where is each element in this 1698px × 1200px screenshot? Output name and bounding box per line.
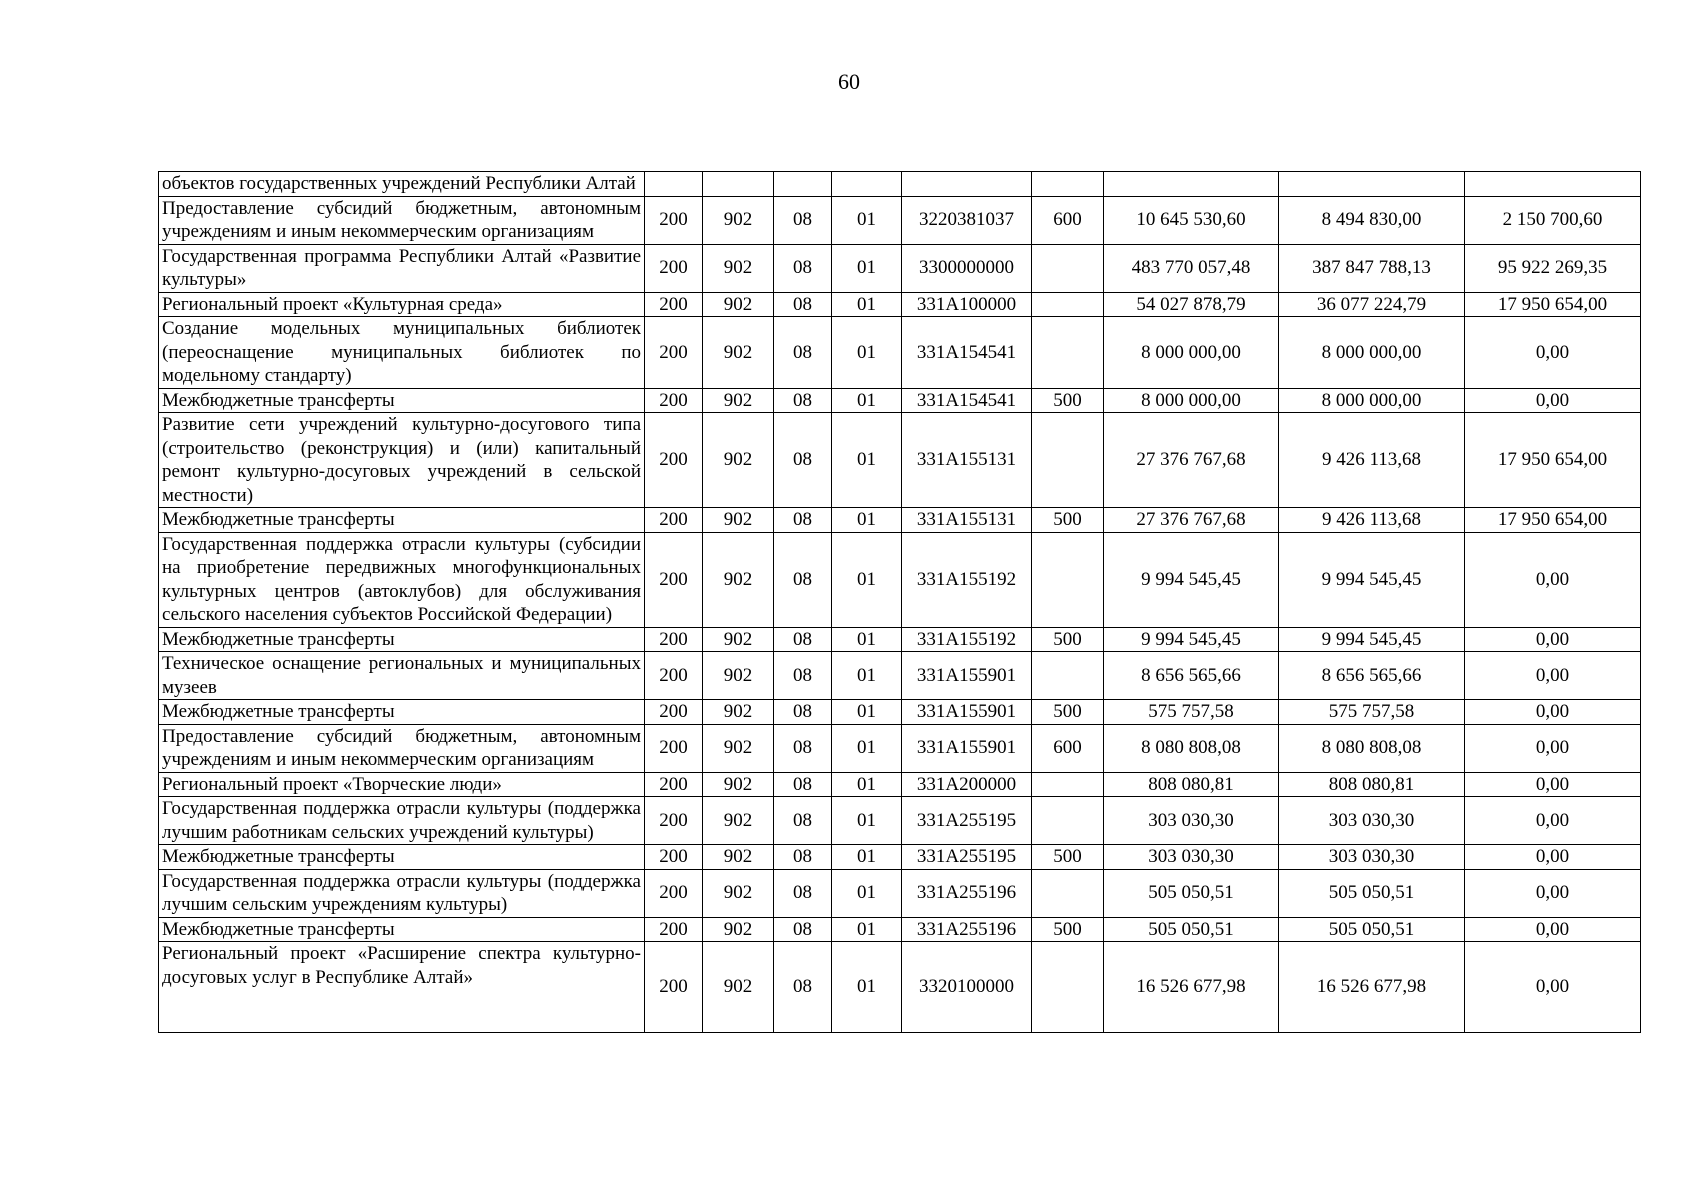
cell-amount-total: 8 080 808,08 <box>1104 724 1279 772</box>
cell-ministry-code: 200 <box>645 772 703 797</box>
cell-amount-3: 17 950 654,00 <box>1465 508 1641 533</box>
table-row <box>159 797 1641 845</box>
cell-amount-total: 27 376 767,68 <box>1104 508 1279 533</box>
table-body <box>159 172 1641 1033</box>
cell-ministry-code: 200 <box>645 196 703 244</box>
cell-target-article: 331A155901 <box>902 700 1032 725</box>
cell-target-article: 331A255195 <box>902 845 1032 870</box>
cell-amount-2: 16 526 677,98 <box>1279 942 1465 1033</box>
cell-description: Техническое оснащение региональных и муниципальных музеев <box>159 652 645 700</box>
cell-subsection: 01 <box>832 508 902 533</box>
table-row <box>159 869 1641 917</box>
cell-description: Региональный проект «Расширение спектра культурно-досуговых услуг в Республике Алтай» <box>159 942 645 1033</box>
cell-ministry-code: 200 <box>645 869 703 917</box>
cell-department-code: 902 <box>703 917 774 942</box>
cell-target-article: 3300000000 <box>902 244 1032 292</box>
cell-target-article: 331A155131 <box>902 508 1032 533</box>
cell-department-code: 902 <box>703 869 774 917</box>
cell-target-article: 331A155901 <box>902 724 1032 772</box>
cell-expense-type: 500 <box>1032 700 1104 725</box>
cell-amount-total: 54 027 878,79 <box>1104 292 1279 317</box>
cell-ministry-code: 200 <box>645 292 703 317</box>
cell-amount-total: 808 080,81 <box>1104 772 1279 797</box>
cell-amount-3: 95 922 269,35 <box>1465 244 1641 292</box>
cell-target-article: 331A155192 <box>902 532 1032 627</box>
cell-expense-type: 500 <box>1032 845 1104 870</box>
cell-amount-3: 0,00 <box>1465 845 1641 870</box>
cell-target-article: 331A154541 <box>902 388 1032 413</box>
cell-expense-type: 600 <box>1032 724 1104 772</box>
cell-amount-total: 8 656 565,66 <box>1104 652 1279 700</box>
cell-subsection: 01 <box>832 317 902 389</box>
cell-department-code: 902 <box>703 532 774 627</box>
cell-amount-3: 17 950 654,00 <box>1465 292 1641 317</box>
cell-expense-type <box>1032 244 1104 292</box>
cell-amount-2: 36 077 224,79 <box>1279 292 1465 317</box>
table-row <box>159 532 1641 627</box>
cell-department-code: 902 <box>703 797 774 845</box>
table-row <box>159 413 1641 508</box>
cell-section <box>774 172 832 197</box>
cell-expense-type <box>1032 869 1104 917</box>
cell-expense-type: 500 <box>1032 388 1104 413</box>
cell-expense-type <box>1032 172 1104 197</box>
cell-amount-total: 8 000 000,00 <box>1104 317 1279 389</box>
cell-target-article: 3320100000 <box>902 942 1032 1033</box>
cell-target-article: 331A155131 <box>902 413 1032 508</box>
cell-section: 08 <box>774 317 832 389</box>
cell-amount-total: 575 757,58 <box>1104 700 1279 725</box>
cell-target-article: 331A255195 <box>902 797 1032 845</box>
cell-amount-3: 0,00 <box>1465 317 1641 389</box>
cell-department-code: 902 <box>703 845 774 870</box>
cell-section: 08 <box>774 942 832 1033</box>
cell-target-article: 331A155192 <box>902 627 1032 652</box>
cell-section: 08 <box>774 196 832 244</box>
cell-expense-type <box>1032 317 1104 389</box>
cell-target-article: 331A155901 <box>902 652 1032 700</box>
cell-department-code: 902 <box>703 196 774 244</box>
cell-description: Региональный проект «Культурная среда» <box>159 292 645 317</box>
cell-ministry-code: 200 <box>645 700 703 725</box>
cell-amount-total: 9 994 545,45 <box>1104 627 1279 652</box>
cell-target-article: 331A100000 <box>902 292 1032 317</box>
cell-section: 08 <box>774 772 832 797</box>
cell-subsection: 01 <box>832 797 902 845</box>
cell-amount-total: 505 050,51 <box>1104 917 1279 942</box>
cell-subsection: 01 <box>832 292 902 317</box>
cell-department-code: 902 <box>703 317 774 389</box>
cell-department-code: 902 <box>703 508 774 533</box>
cell-amount-3: 0,00 <box>1465 917 1641 942</box>
cell-amount-2: 303 030,30 <box>1279 845 1465 870</box>
cell-department-code: 902 <box>703 942 774 1033</box>
cell-description: Государственная программа Республики Алтай «Развитие культуры» <box>159 244 645 292</box>
cell-amount-total: 8 000 000,00 <box>1104 388 1279 413</box>
cell-description: Межбюджетные трансферты <box>159 700 645 725</box>
table-row <box>159 172 1641 197</box>
cell-description: Развитие сети учреждений культурно-досугового типа (строительство (реконструкция) и (или) капитальный ремонт культурно-досуговых учреждений в сельской местности) <box>159 413 645 508</box>
table-row <box>159 388 1641 413</box>
cell-amount-2: 303 030,30 <box>1279 797 1465 845</box>
cell-amount-2: 505 050,51 <box>1279 869 1465 917</box>
cell-target-article: 331A200000 <box>902 772 1032 797</box>
cell-department-code: 902 <box>703 700 774 725</box>
cell-subsection <box>832 172 902 197</box>
cell-ministry-code: 200 <box>645 627 703 652</box>
cell-target-article: 331A255196 <box>902 869 1032 917</box>
cell-amount-2: 575 757,58 <box>1279 700 1465 725</box>
cell-subsection: 01 <box>832 244 902 292</box>
table-row <box>159 196 1641 244</box>
cell-description: объектов государственных учреждений Республики Алтай <box>159 172 645 197</box>
cell-amount-2: 505 050,51 <box>1279 917 1465 942</box>
cell-amount-3: 0,00 <box>1465 388 1641 413</box>
cell-section: 08 <box>774 292 832 317</box>
cell-ministry-code: 200 <box>645 845 703 870</box>
cell-amount-total: 303 030,30 <box>1104 845 1279 870</box>
cell-section: 08 <box>774 700 832 725</box>
cell-expense-type <box>1032 413 1104 508</box>
cell-amount-total: 16 526 677,98 <box>1104 942 1279 1033</box>
cell-ministry-code: 200 <box>645 724 703 772</box>
cell-subsection: 01 <box>832 700 902 725</box>
cell-expense-type: 500 <box>1032 917 1104 942</box>
cell-amount-2: 9 994 545,45 <box>1279 627 1465 652</box>
table-row <box>159 652 1641 700</box>
cell-amount-total: 505 050,51 <box>1104 869 1279 917</box>
cell-amount-2: 8 080 808,08 <box>1279 724 1465 772</box>
cell-amount-2: 9 994 545,45 <box>1279 532 1465 627</box>
cell-department-code: 902 <box>703 627 774 652</box>
cell-section: 08 <box>774 724 832 772</box>
cell-amount-3: 0,00 <box>1465 627 1641 652</box>
page-number: 60 <box>838 69 860 94</box>
cell-expense-type <box>1032 797 1104 845</box>
cell-ministry-code <box>645 172 703 197</box>
cell-amount-3: 0,00 <box>1465 724 1641 772</box>
cell-description: Государственная поддержка отрасли культуры (поддержка лучшим работникам сельских учреждений культуры) <box>159 797 645 845</box>
table-row <box>159 508 1641 533</box>
cell-expense-type: 600 <box>1032 196 1104 244</box>
cell-description: Предоставление субсидий бюджетным, автономным учреждениям и иным некоммерческим организациям <box>159 724 645 772</box>
cell-department-code: 902 <box>703 772 774 797</box>
cell-section: 08 <box>774 652 832 700</box>
cell-target-article: 3220381037 <box>902 196 1032 244</box>
cell-amount-2: 9 426 113,68 <box>1279 508 1465 533</box>
cell-amount-2: 8 494 830,00 <box>1279 196 1465 244</box>
cell-amount-2: 808 080,81 <box>1279 772 1465 797</box>
cell-description: Межбюджетные трансферты <box>159 845 645 870</box>
table-row <box>159 772 1641 797</box>
cell-amount-2: 387 847 788,13 <box>1279 244 1465 292</box>
cell-target-article: 331A255196 <box>902 917 1032 942</box>
cell-expense-type <box>1032 532 1104 627</box>
cell-amount-total: 10 645 530,60 <box>1104 196 1279 244</box>
cell-description: Создание модельных муниципальных библиотек (переоснащение муниципальных библиотек по модельному стандарту) <box>159 317 645 389</box>
cell-subsection: 01 <box>832 196 902 244</box>
cell-description: Межбюджетные трансферты <box>159 508 645 533</box>
table-row <box>159 942 1641 1033</box>
cell-section: 08 <box>774 532 832 627</box>
cell-description: Межбюджетные трансферты <box>159 627 645 652</box>
cell-subsection: 01 <box>832 845 902 870</box>
cell-amount-3: 0,00 <box>1465 532 1641 627</box>
cell-description: Предоставление субсидий бюджетным, автономным учреждениям и иным некоммерческим организациям <box>159 196 645 244</box>
cell-subsection: 01 <box>832 627 902 652</box>
cell-amount-3: 0,00 <box>1465 652 1641 700</box>
cell-amount-2: 8 000 000,00 <box>1279 388 1465 413</box>
cell-ministry-code: 200 <box>645 317 703 389</box>
table-row <box>159 845 1641 870</box>
cell-expense-type <box>1032 942 1104 1033</box>
cell-subsection: 01 <box>832 413 902 508</box>
cell-description: Межбюджетные трансферты <box>159 917 645 942</box>
cell-expense-type: 500 <box>1032 508 1104 533</box>
cell-ministry-code: 200 <box>645 508 703 533</box>
cell-amount-3: 0,00 <box>1465 942 1641 1033</box>
cell-amount-3: 0,00 <box>1465 797 1641 845</box>
cell-description: Межбюджетные трансферты <box>159 388 645 413</box>
table-row <box>159 627 1641 652</box>
cell-expense-type <box>1032 292 1104 317</box>
table-row <box>159 292 1641 317</box>
cell-department-code: 902 <box>703 388 774 413</box>
cell-description: Государственная поддержка отрасли культуры (субсидии на приобретение передвижных многофункциональных культурных центров (автоклубов) для обслуживания сельского населения субъектов Российской Федерации) <box>159 532 645 627</box>
cell-amount-2: 8 000 000,00 <box>1279 317 1465 389</box>
cell-ministry-code: 200 <box>645 413 703 508</box>
cell-amount-3: 0,00 <box>1465 772 1641 797</box>
cell-amount-2 <box>1279 172 1465 197</box>
cell-amount-3: 17 950 654,00 <box>1465 413 1641 508</box>
cell-section: 08 <box>774 797 832 845</box>
cell-section: 08 <box>774 413 832 508</box>
cell-ministry-code: 200 <box>645 388 703 413</box>
table-row <box>159 700 1641 725</box>
cell-department-code: 902 <box>703 244 774 292</box>
cell-department-code: 902 <box>703 413 774 508</box>
cell-amount-total <box>1104 172 1279 197</box>
cell-amount-3: 0,00 <box>1465 700 1641 725</box>
cell-ministry-code: 200 <box>645 942 703 1033</box>
cell-department-code: 902 <box>703 724 774 772</box>
cell-amount-2: 9 426 113,68 <box>1279 413 1465 508</box>
cell-ministry-code: 200 <box>645 532 703 627</box>
cell-section: 08 <box>774 388 832 413</box>
cell-target-article: 331A154541 <box>902 317 1032 389</box>
cell-expense-type: 500 <box>1032 627 1104 652</box>
cell-ministry-code: 200 <box>645 917 703 942</box>
cell-department-code: 902 <box>703 292 774 317</box>
cell-subsection: 01 <box>832 724 902 772</box>
table-row <box>159 317 1641 389</box>
cell-description: Региональный проект «Творческие люди» <box>159 772 645 797</box>
cell-expense-type <box>1032 652 1104 700</box>
cell-subsection: 01 <box>832 942 902 1033</box>
cell-amount-2: 8 656 565,66 <box>1279 652 1465 700</box>
cell-section: 08 <box>774 244 832 292</box>
cell-amount-total: 27 376 767,68 <box>1104 413 1279 508</box>
cell-amount-3 <box>1465 172 1641 197</box>
cell-ministry-code: 200 <box>645 797 703 845</box>
cell-section: 08 <box>774 627 832 652</box>
cell-subsection: 01 <box>832 532 902 627</box>
table-row <box>159 917 1641 942</box>
cell-section: 08 <box>774 508 832 533</box>
cell-ministry-code: 200 <box>645 244 703 292</box>
cell-amount-total: 303 030,30 <box>1104 797 1279 845</box>
cell-section: 08 <box>774 869 832 917</box>
cell-section: 08 <box>774 917 832 942</box>
table-row <box>159 244 1641 292</box>
cell-subsection: 01 <box>832 388 902 413</box>
cell-subsection: 01 <box>832 869 902 917</box>
cell-amount-3: 2 150 700,60 <box>1465 196 1641 244</box>
cell-ministry-code: 200 <box>645 652 703 700</box>
cell-section: 08 <box>774 845 832 870</box>
cell-subsection: 01 <box>832 917 902 942</box>
budget-table <box>158 171 1641 1033</box>
cell-amount-total: 9 994 545,45 <box>1104 532 1279 627</box>
cell-subsection: 01 <box>832 652 902 700</box>
cell-target-article <box>902 172 1032 197</box>
cell-department-code: 902 <box>703 652 774 700</box>
cell-subsection: 01 <box>832 772 902 797</box>
cell-expense-type <box>1032 772 1104 797</box>
table-row <box>159 724 1641 772</box>
cell-amount-total: 483 770 057,48 <box>1104 244 1279 292</box>
cell-department-code <box>703 172 774 197</box>
cell-description: Государственная поддержка отрасли культуры (поддержка лучшим сельским учреждениям культуры) <box>159 869 645 917</box>
cell-amount-3: 0,00 <box>1465 869 1641 917</box>
